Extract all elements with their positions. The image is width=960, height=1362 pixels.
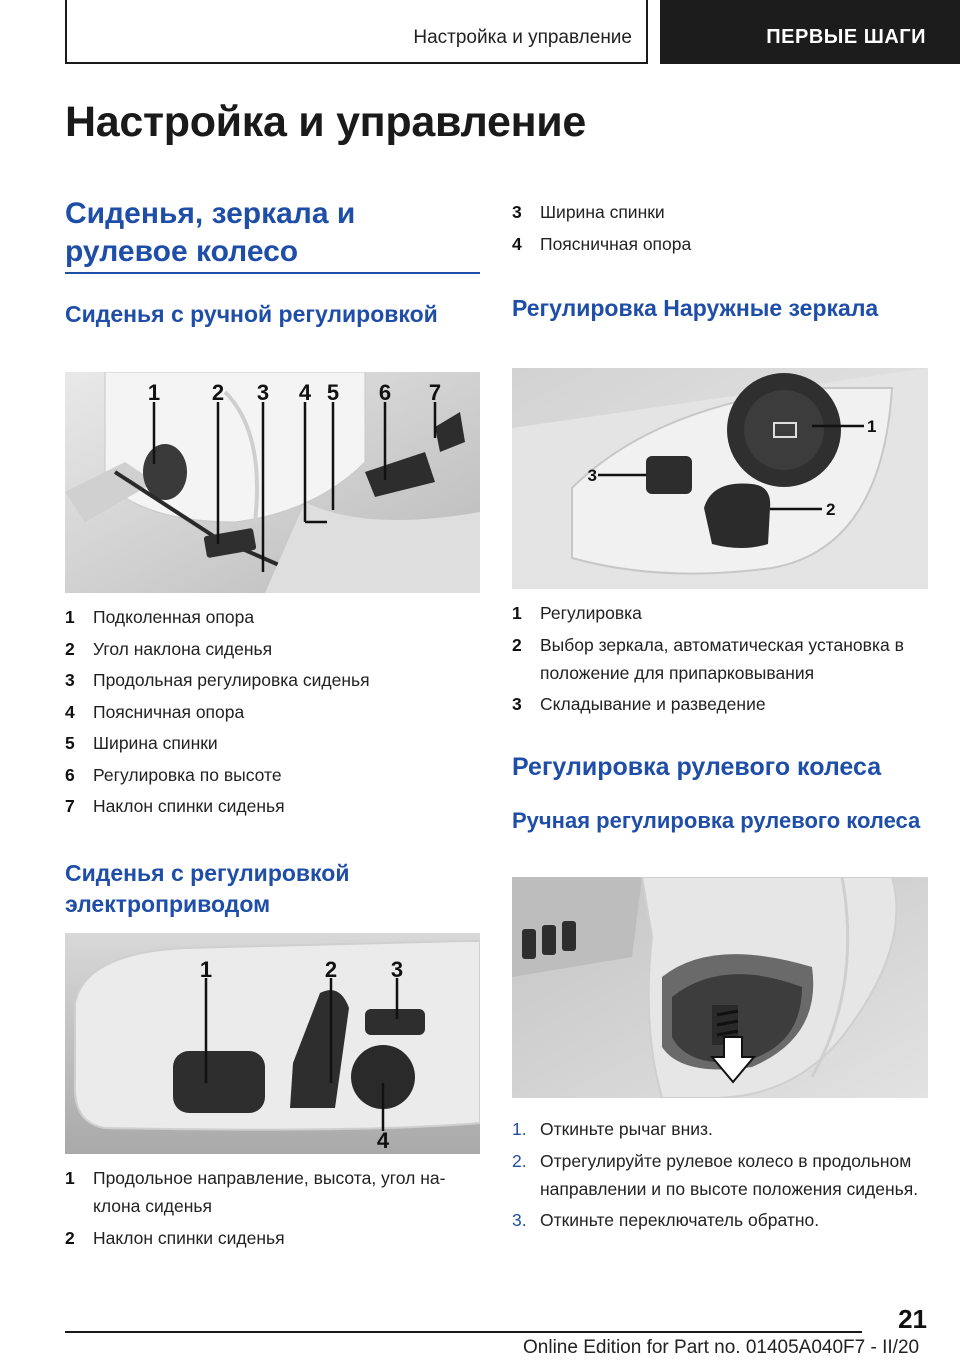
electric-seat-illustration <box>65 933 480 1154</box>
list-item: 7 Наклон спинки сиденья <box>65 796 285 816</box>
figure-mirror-controls <box>512 368 928 589</box>
header-section-title: Настройка и управление <box>413 27 632 48</box>
list-item: 6 Регулировка по высоте <box>65 764 282 785</box>
callout-2: 2 <box>211 380 225 405</box>
list-item: 4 Поясничная опора <box>65 701 245 722</box>
callout-2: 2 <box>324 957 338 982</box>
callout-6: 6 <box>378 380 392 405</box>
callout-5: 5 <box>326 380 340 405</box>
heading-steering: Регулировка рулевого колеса <box>512 753 882 781</box>
page-title: Настройка и управление <box>65 98 586 146</box>
header-section-box <box>65 0 648 64</box>
list-item: 1 Продольное направление, высота, угол наклона сиденья <box>65 1168 446 1216</box>
figure-electric-seat <box>65 933 480 1154</box>
callout-4: 4 <box>376 1128 390 1153</box>
steering-steps <box>512 1115 928 1238</box>
list-item: 2 Наклон спинки сиденья <box>65 1227 285 1248</box>
list-item: 3 Складывание и разведение <box>512 694 766 714</box>
list-item: 3 Продольная регулировка сиденья <box>65 670 370 690</box>
electric-seats-legend-continued <box>512 198 928 261</box>
manual-seats-legend <box>65 603 480 824</box>
header-chapter-tab <box>660 0 960 64</box>
callout-7: 7 <box>428 380 442 405</box>
list-item: 2. Отрегулируйте рулевое колесо в продольном направлении и по высоте положения сиденья. <box>512 1150 919 1199</box>
list-item: 3 Ширина спинки <box>512 202 665 222</box>
figure-steering-lever <box>512 877 928 1098</box>
section-heading-rule <box>65 272 480 274</box>
callout-3: 3 <box>256 380 270 405</box>
figure-manual-seat <box>65 372 480 593</box>
mirrors-legend <box>512 599 928 722</box>
callout-1: 1 <box>199 957 213 982</box>
mirror-controls-illustration <box>512 368 928 589</box>
manual-seat-illustration <box>65 372 480 593</box>
callout-3: 3 <box>587 466 597 485</box>
list-item: 2 Выбор зеркала, автоматическая установка в положение для припарковывания <box>512 634 904 683</box>
list-item: 2 Угол наклона сиденья <box>65 638 273 659</box>
callout-3: 3 <box>390 957 404 982</box>
list-item: 1 Регулировка <box>512 603 642 623</box>
page-number: 21 <box>898 1304 927 1334</box>
footer-rule <box>65 1331 862 1333</box>
subheading-manual-steering: Ручная регулировка рулевого колеса <box>512 808 921 833</box>
list-item: 4 Поясничная опора <box>512 233 692 254</box>
list-item: 1. Откиньте рычаг вниз. <box>512 1119 713 1139</box>
heading-electric-seats: Сиденья с регулировкой электроприводом <box>65 860 350 917</box>
electric-seats-legend <box>65 1164 480 1255</box>
heading-manual-seats: Сиденья с ручной регулировкой <box>65 301 438 327</box>
header-chapter-label: ПЕРВЫЕ ШАГИ <box>766 26 926 48</box>
callout-1: 1 <box>867 417 877 436</box>
list-item: 3. Откиньте переключатель обратно. <box>512 1210 820 1230</box>
list-item: 5 Ширина спинки <box>65 733 218 753</box>
callout-2: 2 <box>826 500 836 519</box>
section-heading-seats-mirrors: Сиденья, зеркала и рулевое колесо <box>65 197 356 268</box>
callout-1: 1 <box>147 380 161 405</box>
footer-edition: Online Edition for Part no. 01405A040F7 - II/20 <box>523 1337 920 1358</box>
steering-lever-illustration <box>512 877 928 1098</box>
callout-4: 4 <box>298 380 312 405</box>
list-item: 1 Подколенная опора <box>65 607 255 627</box>
heading-mirrors: Регулировка Наружные зеркала <box>512 295 879 321</box>
